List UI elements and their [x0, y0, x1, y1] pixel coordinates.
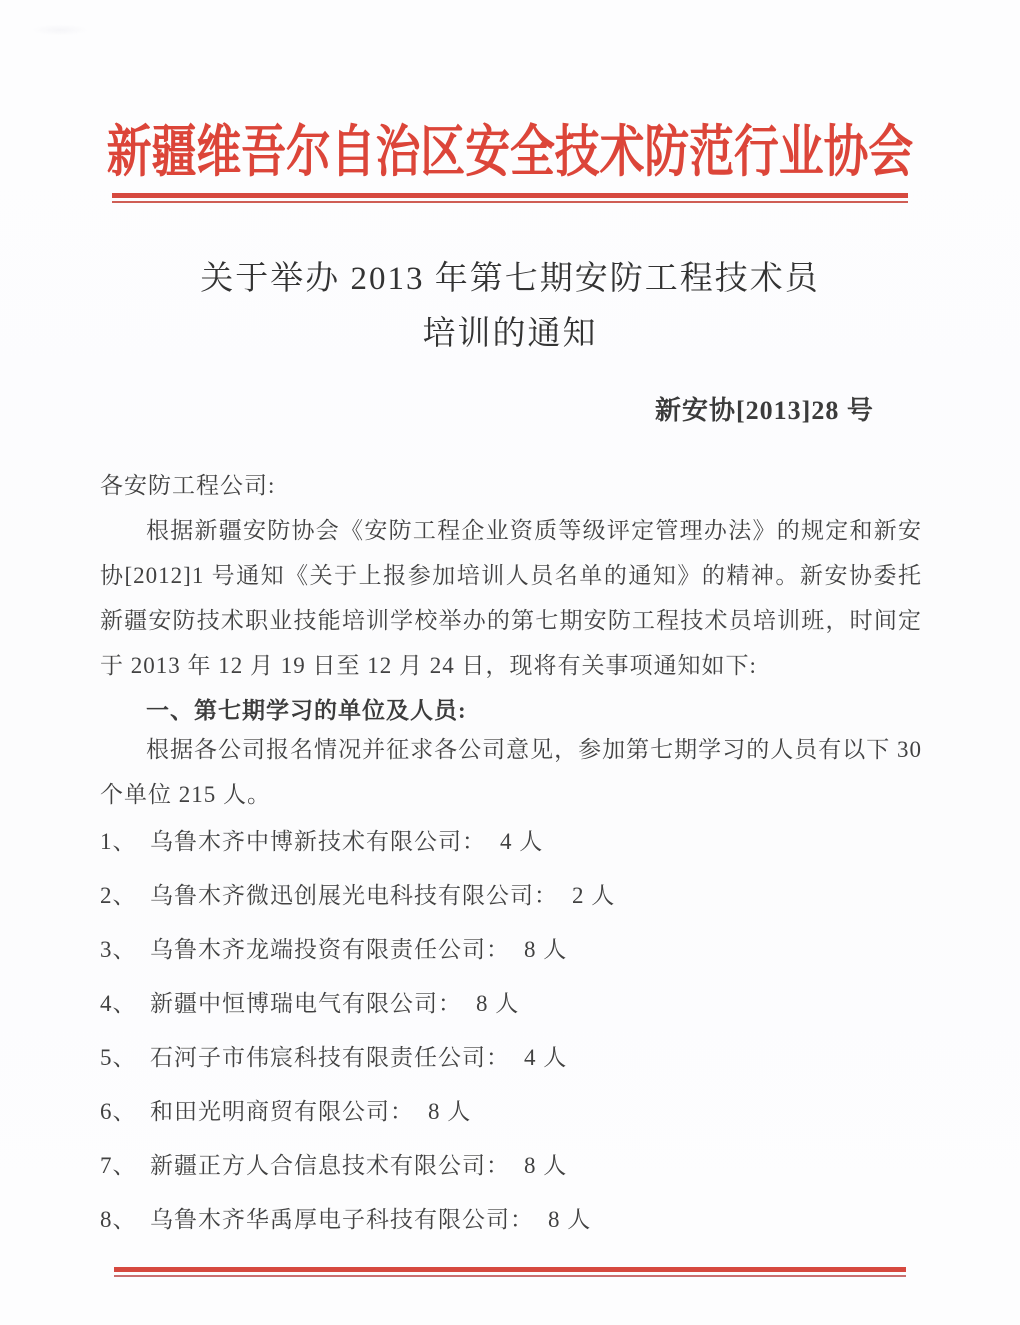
rule-thick [114, 1267, 906, 1272]
list-item-number: 8、 [100, 1207, 137, 1232]
list-item [100, 1031, 922, 1085]
list-item [100, 1193, 922, 1247]
list-item-number: 5、 [100, 1045, 137, 1070]
participant-count: 8 人 [524, 1153, 568, 1178]
list-item [100, 923, 922, 977]
document-title [0, 252, 1020, 362]
company-name: 乌鲁木齐龙端投资有限责任公司： [150, 937, 510, 962]
scan-artifact [0, 0, 1020, 60]
participant-count: 2 人 [572, 883, 616, 908]
company-list [100, 815, 922, 1247]
list-item-number: 3、 [100, 937, 137, 962]
document-number: 新安协[2013]28 号 [655, 396, 874, 425]
participant-count: 4 人 [524, 1045, 568, 1070]
list-item-number: 4、 [100, 991, 137, 1016]
section-heading: 一、第七期学习的单位及人员: [146, 698, 467, 723]
list-item-number: 6、 [100, 1099, 137, 1124]
company-name: 石河子市伟宸科技有限责任公司： [150, 1045, 510, 1070]
company-name: 乌鲁木齐微迅创展光电科技有限公司： [150, 883, 558, 908]
letterhead-org-name: 新疆维吾尔自治区安全技术防范行业协会 [106, 122, 914, 184]
list-item-number: 2、 [100, 883, 137, 908]
company-name: 乌鲁木齐中博新技术有限公司： [150, 829, 486, 854]
salutation: 各安防工程公司: [100, 473, 276, 498]
rule-thin [112, 201, 908, 203]
list-item-number: 1、 [100, 829, 137, 854]
participant-count: 8 人 [428, 1099, 472, 1124]
participant-count: 4 人 [500, 829, 544, 854]
document-title-line1: 关于举办 2013 年第七期安防工程技术员 [200, 261, 820, 297]
rule-thin [114, 1275, 906, 1277]
list-item [100, 1085, 922, 1139]
list-item-number: 7、 [100, 1153, 137, 1178]
rule-thick [112, 193, 908, 198]
section-intro-paragraph: 根据各公司报名情况并征求各公司意见，参加第七期学习的人员有以下 30 个单位 215 人。 [100, 737, 922, 807]
company-name: 新疆正方人合信息技术有限公司： [150, 1153, 510, 1178]
list-item [100, 1139, 922, 1193]
company-name: 乌鲁木齐华禹厚电子科技有限公司： [150, 1207, 534, 1232]
list-item [100, 977, 922, 1031]
document-title-line2: 培训的通知 [422, 316, 598, 352]
company-name: 和田光明商贸有限公司： [150, 1099, 414, 1124]
participant-count: 8 人 [476, 991, 520, 1016]
company-name: 新疆中恒博瑞电气有限公司： [150, 991, 462, 1016]
document-body [100, 463, 922, 1247]
list-item [100, 869, 922, 923]
intro-paragraph: 根据新疆安防协会《安防工程企业资质等级评定管理办法》的规定和新安协[2012]1 号通知《关于上报参加培训人员名单的通知》的精神。新安协委托新疆安防技术职业技能培训学校举办的第七期安防工程技术员培训班，时间定于 2013 年 12 月 19 日至 12 月 24 日，现将有关事项通知如下: [100, 518, 922, 678]
participant-count: 8 人 [524, 937, 568, 962]
participant-count: 8 人 [548, 1207, 592, 1232]
list-item [100, 815, 922, 869]
footer-double-rule [114, 1267, 906, 1277]
letterhead-double-rule [112, 193, 908, 203]
